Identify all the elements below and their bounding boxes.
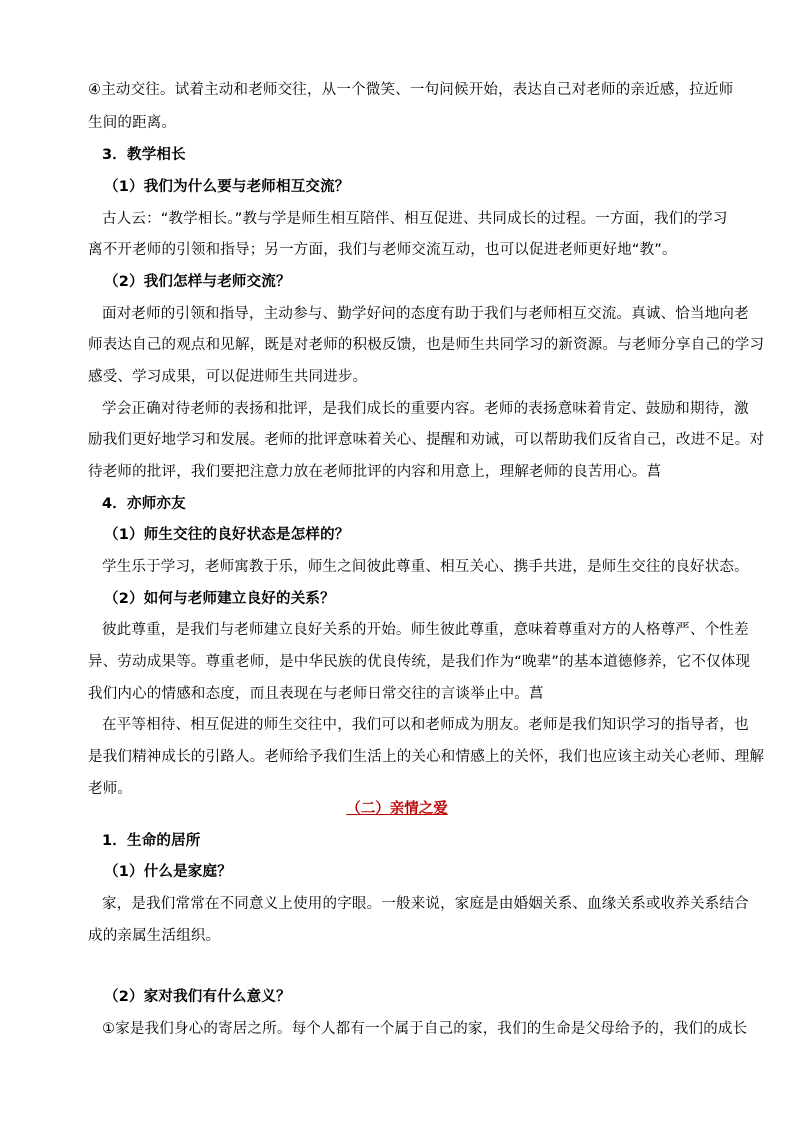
section-title	[0, 799, 794, 819]
paragraph-line: 成的亲属生活组织。	[88, 928, 221, 944]
paragraph-line: 在平等相待、相互促进的师生交往中，我们可以和老师成为朋友。老师是我们知识学习的指导者，也	[102, 717, 749, 733]
paragraph-line: 面对老师的引领和指导，主动参与、勤学好问的态度有助于我们与老师相互交流。真诚、恰当地向老	[102, 306, 749, 322]
heading-teaching-learning: 3．教学相长	[102, 147, 186, 163]
paragraph-line: ④主动交往。试着主动和老师交往，从一个微笑、一句问候开始，表达自己对老师的亲近感，拉近师	[88, 82, 734, 98]
paragraph-line: 师表达自己的观点和见解，既是对老师的积极反馈，也是师生共同学习的新资源。与老师分享自己的学习	[88, 337, 765, 353]
question-heading: （2）如何与老师建立良好的关系？	[104, 591, 335, 607]
paragraph-line: 离不开老师的引领和指导；另一方面，我们与老师交流互动，也可以促进老师更好地“教”。	[88, 242, 677, 258]
paragraph-line: ①家是我们身心的寄居之所。每个人都有一个属于自己的家，我们的生命是父母给予的，我们的成长	[102, 1021, 748, 1037]
paragraph-line: 励我们更好地学习和发展。老师的批评意味着关心、提醒和劝诫，可以帮助我们反省自己，改进不足。对	[88, 432, 765, 448]
paragraph-line: 我们内心的情感和态度，而且表现在与老师日常交往的言谈举止中。菖	[88, 686, 544, 702]
paragraph-line: 生间的距离。	[88, 115, 177, 131]
question-heading: （2）我们怎样与老师交流？	[104, 274, 291, 290]
question-heading: （1）什么是家庭？	[104, 864, 232, 880]
question-heading: （1）我们为什么要与老师相互交流？	[104, 179, 350, 195]
paragraph-line: 古人云：“教学相长。”教与学是师生相互陪伴、相互促进、共同成长的过程。一方面，我们的学习	[102, 211, 728, 227]
paragraph-line: 待老师的批评，我们要把注意力放在老师批评的内容和用意上，理解老师的良苦用心。菖	[88, 464, 662, 480]
heading-teacher-friend: 4．亦师亦友	[102, 496, 186, 512]
paragraph-line: 是我们精神成长的引路人。老师给予我们生活上的关心和情感上的关怀，我们也应该主动关心老师、理解	[88, 749, 765, 765]
paragraph-line: 学会正确对待老师的表扬和批评，是我们成长的重要内容。老师的表扬意味着肯定、鼓励和期待，激	[102, 401, 749, 417]
section-title-text: （二）亲情之爱	[346, 801, 448, 817]
heading-home: 1．生命的居所	[102, 833, 201, 849]
paragraph-line: 彼此尊重，是我们与老师建立良好关系的开始。师生彼此尊重，意味着尊重对方的人格尊严、个性差	[102, 622, 749, 638]
paragraph-line: 家，是我们常常在不同意义上使用的字眼。一般来说，家庭是由婚姻关系、血缘关系或收养关系结合	[102, 896, 749, 912]
paragraph-line: 异、劳动成果等。尊重老师，是中华民族的优良传统，是我们作为“晚辈”的基本道德修养，它不仅体现	[88, 654, 751, 670]
question-heading: （2）家对我们有什么意义？	[104, 989, 291, 1005]
paragraph-line: 老师。	[88, 781, 133, 797]
question-heading: （1）师生交往的良好状态是怎样的？	[104, 527, 350, 543]
paragraph-line: 学生乐于学习，老师寓教于乐，师生之间彼此尊重、相互关心、携手共进，是师生交往的良好状态。	[102, 559, 749, 575]
paragraph-line: 感受、学习成果，可以促进师生共同进步。	[88, 369, 368, 385]
